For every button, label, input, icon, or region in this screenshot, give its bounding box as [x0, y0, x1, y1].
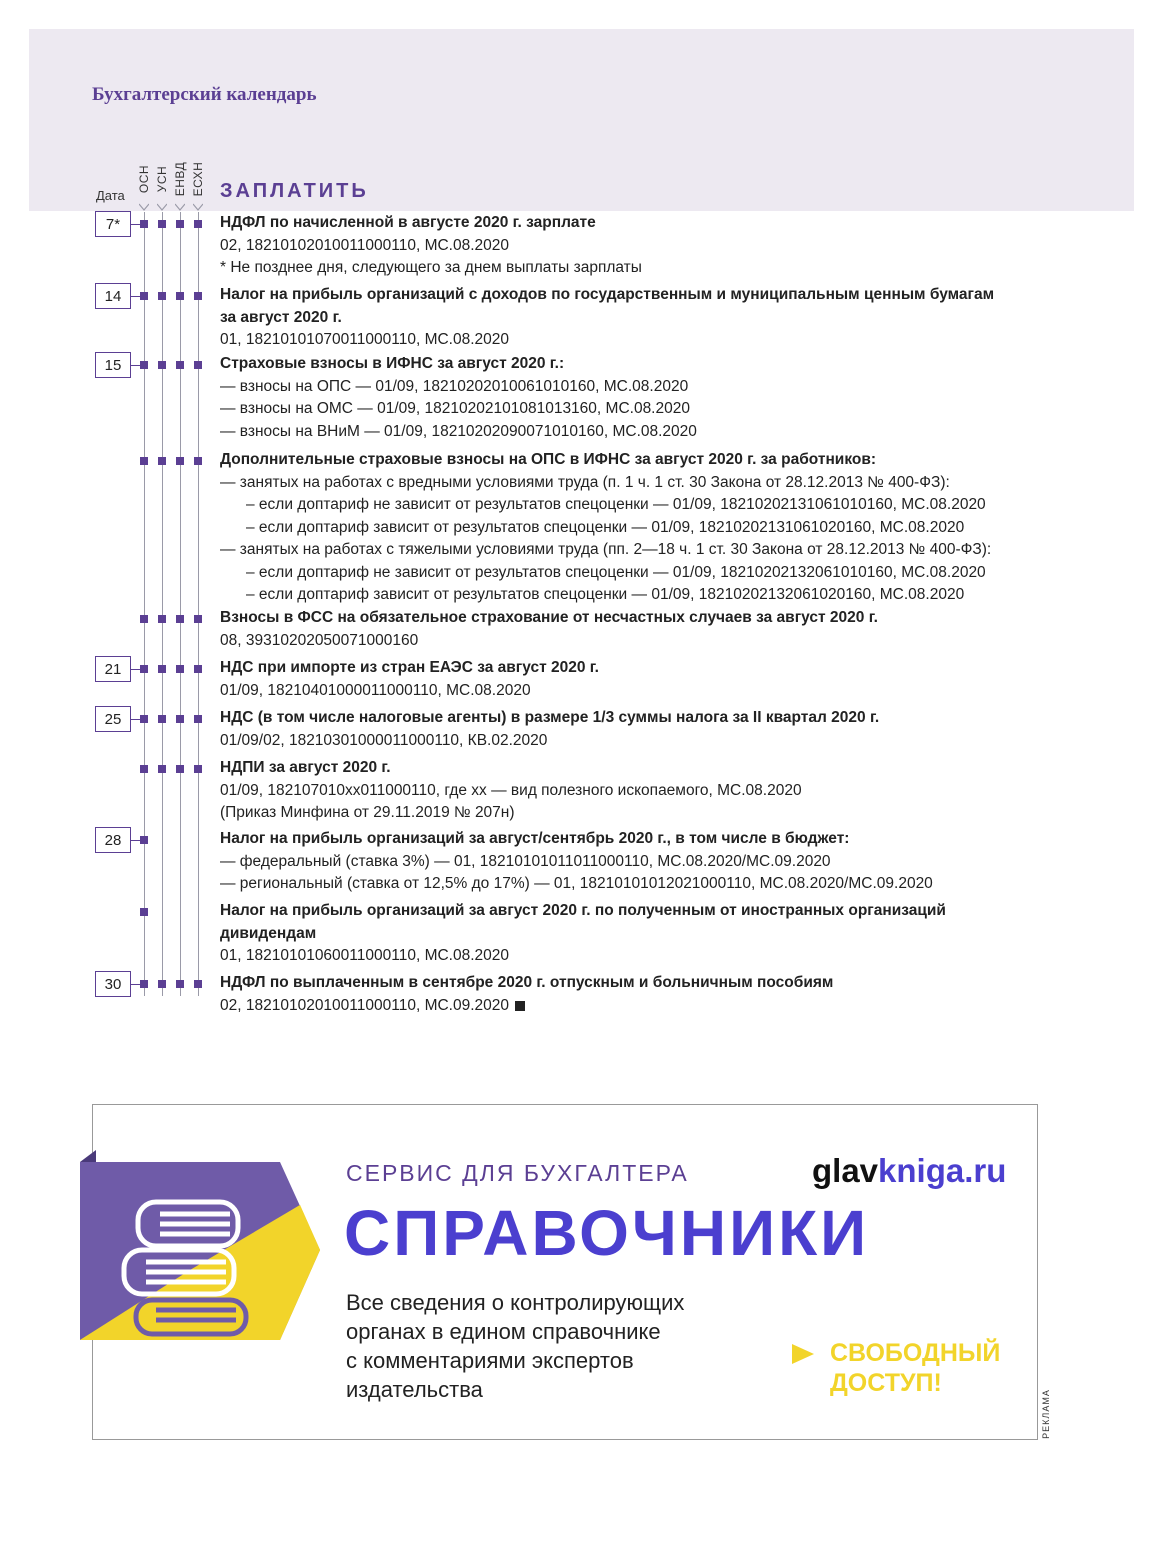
regime-marker	[176, 361, 184, 369]
regime-guide-line	[198, 212, 199, 996]
regime-marker	[194, 615, 202, 623]
payment-entry	[220, 449, 1060, 607]
ad-disclaimer	[1038, 1384, 1054, 1444]
payment-detail-line: – если доптариф зависит от результатов спецоценки — 01/09, 18210202131061020160, МС.08.2020	[246, 518, 965, 536]
ad-service-label: СЕРВИС ДЛЯ БУХГАЛТЕРА	[346, 1160, 689, 1186]
payment-title: НДС при импорте из стран ЕАЭС за август 2020 г.	[220, 659, 599, 676]
regime-marker	[140, 457, 148, 465]
payment-detail-line: 01, 18210101070011000110, МС.08.2020	[220, 331, 510, 348]
regime-header-text: ОСН	[137, 164, 151, 194]
section-title: Бухгалтерский календарь	[92, 84, 317, 105]
ad-cta-line: СВОБОДНЫЙ	[830, 1339, 1001, 1367]
payment-title: НДС (в том числе налоговые агенты) в размере 1/3 суммы налога за II квартал 2020 г.	[220, 709, 880, 726]
regime-marker	[158, 292, 166, 300]
ad-desc-line: с комментариями экспертов	[346, 1348, 634, 1373]
payment-detail-line: 02, 18210102010011000110, МС.09.2020	[220, 995, 1060, 1018]
regime-marker	[194, 292, 202, 300]
payment-entry	[220, 657, 1060, 702]
payment-detail-line: – если доптариф зависит от результатов спецоценки — 01/09, 18210202132061020160, МС.08.2020	[246, 586, 965, 603]
regime-marker	[176, 615, 184, 623]
payment-detail-line: — федеральный (ставка 3%) — 01, 18210101011011000110, МС.08.2020/МС.09.2020	[220, 852, 831, 870]
payment-detail-line: 01, 18210101060011000110, МС.08.2020	[220, 947, 510, 964]
regime-header	[190, 150, 206, 208]
regime-marker	[158, 220, 166, 228]
ad-disclaimer-text: РЕКЛАМА	[1041, 1389, 1051, 1439]
regime-marker	[140, 980, 148, 988]
regime-header-text: ЕНВД	[173, 161, 187, 197]
payment-detail-line: — региональный (ставка от 12,5% до 17%) — 01, 18210101012021000110, МС.08.2020/МС.09.2020	[220, 875, 933, 892]
date-box: 21	[95, 656, 131, 682]
ad-cta-line: ДОСТУП!	[830, 1369, 942, 1397]
payment-entry	[220, 607, 1060, 652]
payment-detail-line: 02, 18210102010011000110, МС.08.2020	[220, 236, 510, 254]
regime-marker	[194, 765, 202, 773]
ad-desc-line: Все сведения о контролирующих	[346, 1290, 685, 1315]
payment-title: Страховые взносы в ИФНС за август 2020 г.:	[220, 355, 565, 372]
regime-guide-line	[144, 212, 145, 996]
regime-header-text: ЕСХН	[191, 161, 205, 197]
payment-title: Дополнительные страховые взносы на ОПС в ИФНС за август 2020 г. за работников:	[220, 451, 877, 468]
payment-entry	[220, 707, 1060, 752]
pay-title: ЗАПЛАТИТЬ	[220, 180, 369, 202]
regime-header	[154, 150, 170, 208]
payment-entry	[220, 972, 1060, 1017]
regime-marker	[140, 292, 148, 300]
ad-cta-button[interactable]	[792, 1338, 1000, 1398]
payment-title: НДФЛ по начисленной в августе 2020 г. зарплате	[220, 214, 596, 231]
payment-detail-line: * Не позднее дня, следующего за днем выплаты зарплаты	[220, 259, 642, 276]
regime-marker	[158, 980, 166, 988]
date-box: 25	[95, 706, 131, 732]
payment-detail-line: — взносы на ВНиМ — 01/09, 18210202090071010160, МС.08.2020	[220, 422, 697, 440]
chevron-down-icon	[193, 202, 203, 212]
regime-marker	[140, 715, 148, 723]
regime-marker	[176, 715, 184, 723]
payment-detail-line: – если доптариф не зависит от результатов спецоценки — 01/09, 18210202132061010160, МС.08.2020	[246, 563, 986, 581]
payment-title: НДФЛ по выплаченным в сентябре 2020 г. отпускным и больничным пособиям	[220, 974, 834, 991]
date-column-label: Дата	[96, 188, 125, 203]
regime-marker	[140, 220, 148, 228]
date-box: 15	[95, 352, 131, 378]
regime-header	[136, 150, 152, 208]
date-box: 7*	[95, 211, 131, 237]
books-illustration	[80, 1150, 320, 1380]
regime-marker	[176, 665, 184, 673]
payment-entry	[220, 212, 1060, 280]
payment-detail-line: — взносы на ОПС — 01/09, 18210202010061010160, МС.08.2020	[220, 377, 689, 395]
payment-entry	[220, 900, 1060, 968]
payment-entry	[220, 757, 1060, 825]
payment-title: Налог на прибыль организаций за август/сентябрь 2020 г., в том числе в бюджет:	[220, 830, 850, 847]
regime-marker	[140, 361, 148, 369]
payment-detail-line: — взносы на ОМС — 01/09, 18210202101081013160, МС.08.2020	[220, 400, 690, 417]
regime-marker	[194, 980, 202, 988]
regime-header	[172, 150, 188, 208]
regime-marker	[158, 665, 166, 673]
regime-header-text: УСН	[155, 165, 169, 193]
chevron-down-icon	[175, 202, 185, 212]
ad-description	[346, 1288, 726, 1404]
regime-marker	[176, 220, 184, 228]
regime-marker	[158, 615, 166, 623]
ad-headline: СПРАВОЧНИКИ	[344, 1197, 870, 1269]
payment-title: Взносы в ФСС на обязательное страхование от несчастных случаев за август 2020 г.	[220, 609, 878, 626]
regime-marker	[158, 457, 166, 465]
payment-title: Налог на прибыль организаций за август 2020 г. по полученным от иностранных организаций	[220, 902, 946, 919]
regime-marker	[158, 715, 166, 723]
regime-marker	[158, 765, 166, 773]
date-box: 28	[95, 827, 131, 853]
payment-detail-line: (Приказ Минфина от 29.11.2019 № 207н)	[220, 804, 515, 821]
ad-site-part-a: glav	[812, 1152, 879, 1189]
regime-marker	[140, 765, 148, 773]
payment-entry	[220, 828, 1060, 896]
regime-guide-line	[162, 212, 163, 996]
payment-detail-line: — занятых на работах с тяжелыми условиями труда (пп. 2—18 ч. 1 ст. 30 Закона от 28.12.2013 № 400-ФЗ):	[220, 541, 992, 558]
payment-detail-line: 08, 39310202050071000160	[220, 631, 419, 649]
chevron-down-icon	[139, 202, 149, 212]
regime-marker	[158, 361, 166, 369]
ad-desc-line: издательства	[346, 1377, 483, 1402]
payment-detail-line: — занятых на работах с вредными условиями труда (п. 1 ч. 1 ст. 30 Закона от 28.12.2013 № 400-ФЗ):	[220, 473, 950, 491]
payment-title: НДПИ за август 2020 г.	[220, 759, 391, 776]
payment-entry	[220, 284, 1060, 352]
payment-title-cont: дивидендам	[220, 924, 317, 942]
ad-site-link[interactable]	[812, 1152, 1006, 1190]
date-box: 14	[95, 283, 131, 309]
ad-desc-line: органах в едином справочнике	[346, 1319, 661, 1344]
regime-marker	[194, 220, 202, 228]
regime-marker	[194, 665, 202, 673]
payment-detail-line: 01/09, 182107010хх011000110, где хх — вид полезного ископаемого, МС.08.2020	[220, 781, 802, 799]
regime-marker	[176, 765, 184, 773]
payment-title-cont: за август 2020 г.	[220, 308, 342, 326]
regime-marker	[140, 836, 148, 844]
regime-marker	[140, 665, 148, 673]
regime-marker	[140, 908, 148, 916]
play-arrow-icon	[792, 1344, 814, 1364]
regime-marker	[140, 615, 148, 623]
payment-title: Налог на прибыль организаций с доходов по государственным и муниципальным ценным бумагам	[220, 286, 995, 303]
regime-marker	[194, 457, 202, 465]
date-box: 30	[95, 971, 131, 997]
regime-marker	[176, 980, 184, 988]
regime-marker	[176, 292, 184, 300]
chevron-down-icon	[157, 202, 167, 212]
payment-detail-line: – если доптариф не зависит от результатов спецоценки — 01/09, 18210202131061010160, МС.08.2020	[246, 496, 986, 513]
end-of-section-mark	[515, 1001, 525, 1011]
regime-marker	[176, 457, 184, 465]
payment-entry	[220, 353, 1060, 443]
ad-site-part-b: kniga.ru	[878, 1152, 1007, 1189]
regime-marker	[194, 361, 202, 369]
regime-marker	[194, 715, 202, 723]
payment-detail-line: 01/09, 18210401000011000110, МС.08.2020	[220, 681, 531, 699]
payment-detail-line: 01/09/02, 18210301000011000110, КВ.02.2020	[220, 731, 548, 749]
regime-guide-line	[180, 212, 181, 996]
